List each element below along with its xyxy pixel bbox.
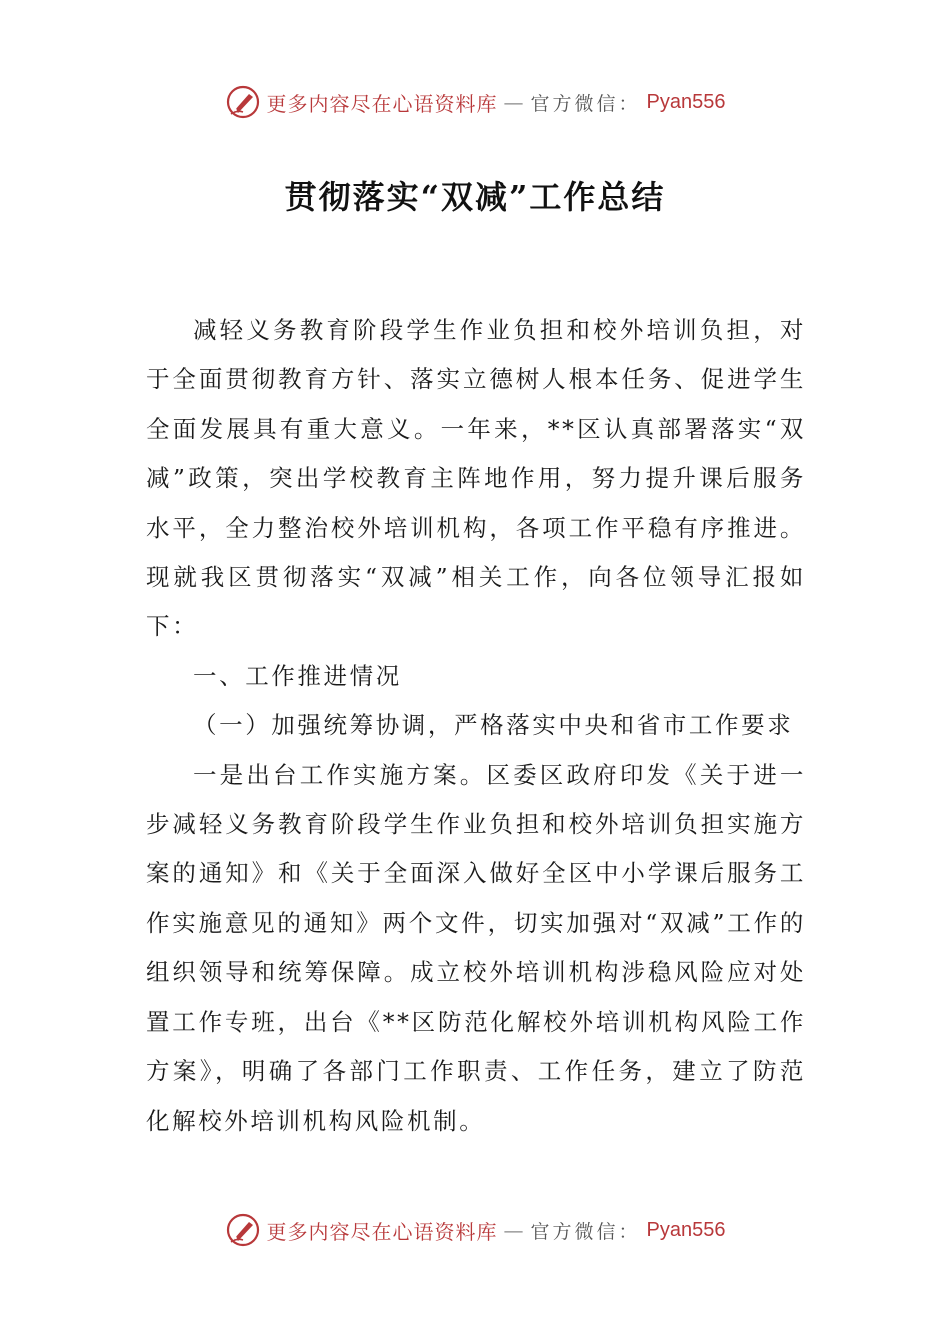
document-title: 贯彻落实“双减”工作总结 [284,178,666,216]
banner-wechat-id: Pyan556 [646,1218,726,1241]
banner-site-text: 更多内容尽在心语资料库 [266,91,498,116]
banner-dash: — [503,1218,525,1242]
banner-wechat-label: 官方微信： [530,1220,641,1243]
subsection-heading: （一）加强统筹协调，严格落实中央和省市工作要求 [193,711,794,740]
banner-dash: — [503,90,525,114]
banner-site-text: 更多内容尽在心语资料库 [266,1219,498,1244]
footer-watermark-banner [0,1212,950,1248]
intro-paragraph: 减轻义务教育阶段学生作业负担和校外培训负担，对于全面贯彻教育方针、落实立德树人根本任务、促进学生全面发展具有重大意义。一年来，**区认真部署落实“双减”政策，突出学校教育主阵地作用，努力提升课后服务水平，全力整治校外培训机构，各项工作平稳有序推进。现就我区贯彻落实“双减”相关工作，向各位领导汇报如下： [146,316,806,641]
section-heading: 一、工作推进情况 [193,661,402,690]
body-paragraph: 一是出台工作实施方案。区委区政府印发《关于进一步减轻义务教育阶段学生作业负担和校外培训负担实施方案的通知》和《关于全面深入做好全区中小学课后服务工作实施意见的通知》两个文件，切实加强对“双减”工作的组织领导和统筹保障。成立校外培训机构涉稳风险应对处置工作专班，出台《**区防范化解校外培训机构风险工作方案》，明确了各部门工作职责、工作任务，建立了防范化解校外培训机构风险机制。 [146,760,806,1135]
banner-wechat-label: 官方微信： [530,92,641,115]
pen-nib-logo-icon [225,84,261,120]
pen-nib-logo-icon [225,1212,261,1248]
header-watermark-banner [0,84,950,120]
banner-wechat-id: Pyan556 [646,90,726,113]
document-body [146,306,806,1146]
